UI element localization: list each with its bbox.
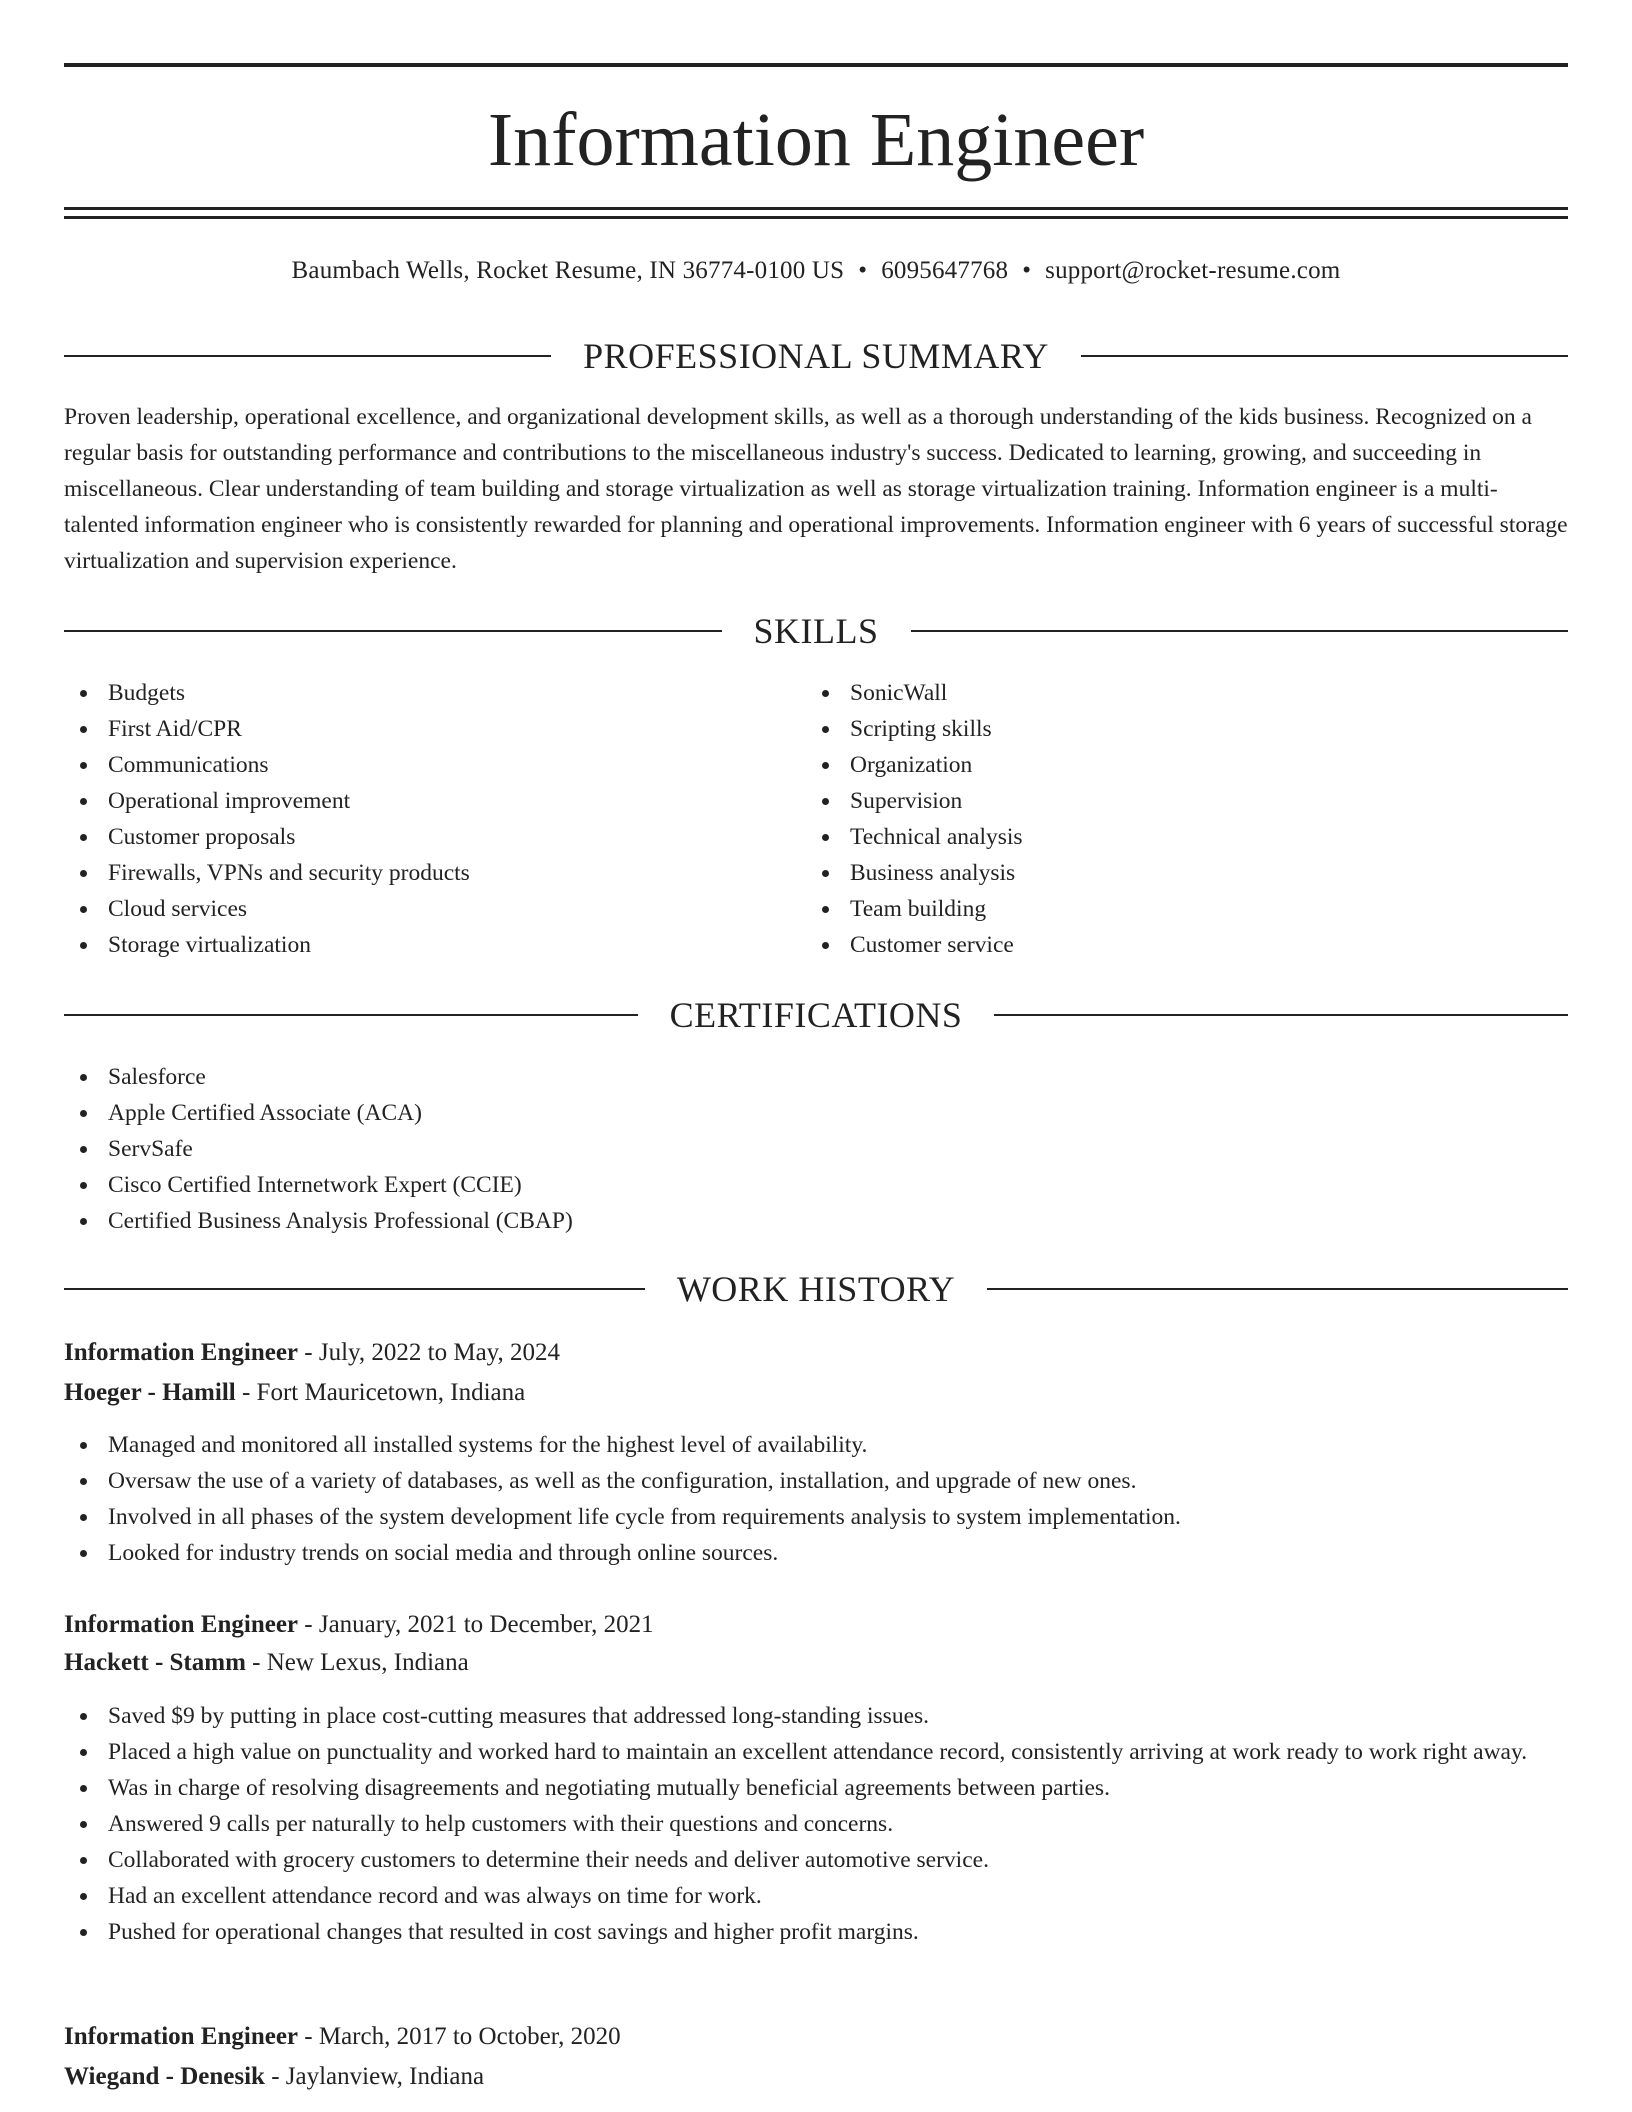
- job-duties-list: [64, 1427, 1568, 1571]
- header-bottom-rule-double: [64, 216, 1568, 219]
- job-company-line: [64, 1374, 1568, 1412]
- certification-item: Cisco Certified Internetwork Expert (CCIE): [64, 1167, 1064, 1203]
- job-dates: - March, 2017 to October, 2020: [298, 2023, 621, 2050]
- skill-item: Budgets: [64, 675, 764, 711]
- contact-line: [64, 254, 1568, 288]
- job-duty: Saved $9 by putting in place cost-cutting measures that addressed long-standing issues.: [64, 1698, 1568, 1734]
- job-location: - Jaylanview, Indiana: [264, 2063, 485, 2090]
- skill-item: SonicWall: [806, 675, 1506, 711]
- heading-rule: [994, 1014, 1568, 1016]
- job-company: Hackett - Stamm: [64, 1649, 246, 1676]
- job-dates: - July, 2022 to May, 2024: [298, 1339, 561, 1366]
- job-duty: Managed and monitored all installed systems for the highest level of availability.: [64, 1427, 1568, 1463]
- skill-item: Scripting skills: [806, 711, 1506, 747]
- skill-item: First Aid/CPR: [64, 711, 764, 747]
- job-duties-list: [64, 1698, 1568, 1950]
- heading-rule: [64, 630, 722, 632]
- contact-separator: •: [1022, 257, 1032, 284]
- job-duty: Looked for industry trends on social media and through online sources.: [64, 1535, 1568, 1571]
- job-title: Information Engineer: [64, 1611, 299, 1638]
- job-duty: Had an excellent attendance record and was always on time for work.: [64, 1878, 1568, 1914]
- job-duty: Placed a high value on punctuality and worked hard to maintain an excellent attendance record, consistently arriving at work ready to work right away.: [64, 1734, 1568, 1770]
- job-title-line: [64, 1606, 1568, 1644]
- summary-text: Proven leadership, operational excellence, and organizational development skills, as well as a thorough understanding of the kids business. Recognized on a regular basis for outstanding performance and contributions to the miscellaneous industry's success. Dedicated to learning, growing, and succeeding in miscellaneous. Clear understanding of team building and storage virtualization as well as storage virtualization training. Information engineer is a multi-talented information engineer who is consistently rewarded for planning and operational improvements. Information engineer with 6 years of successful storage virtualization and supervision experience.: [64, 404, 1568, 574]
- certification-item: Apple Certified Associate (ACA): [64, 1095, 1064, 1131]
- job-company: Wiegand - Denesik: [64, 2063, 265, 2090]
- skill-item: Organization: [806, 747, 1506, 783]
- certification-item: ServSafe: [64, 1131, 1064, 1167]
- job-title: Information Engineer: [64, 2023, 299, 2050]
- job-company-line: [64, 2058, 1568, 2096]
- skill-item: Storage virtualization: [64, 927, 764, 963]
- certifications-list: [64, 1059, 1064, 1239]
- heading-rule: [64, 355, 551, 357]
- skill-item: Firewalls, VPNs and security products: [64, 855, 764, 891]
- job-location: - Fort Mauricetown, Indiana: [235, 1379, 526, 1406]
- job-duty: Pushed for operational changes that resulted in cost savings and higher profit margins.: [64, 1914, 1568, 1950]
- skill-item: Team building: [806, 891, 1506, 927]
- job-dates: - January, 2021 to December, 2021: [298, 1611, 654, 1638]
- job-location: - New Lexus, Indiana: [245, 1649, 469, 1676]
- contact-separator: •: [858, 257, 868, 284]
- section-heading-work-history: [64, 1269, 1568, 1309]
- section-title: WORK HISTORY: [676, 1269, 956, 1309]
- skill-item: Customer service: [806, 927, 1506, 963]
- certification-item: Certified Business Analysis Professional (CBAP): [64, 1203, 1064, 1239]
- header-bottom-rule: [64, 207, 1568, 210]
- skills-list-right: [806, 675, 1506, 963]
- resume-name: Information Engineer: [487, 98, 1145, 182]
- section-heading-certifications: [64, 995, 1568, 1035]
- job-title-line: [64, 1334, 1568, 1372]
- skill-item: Technical analysis: [806, 819, 1506, 855]
- section-title: CERTIFICATIONS: [669, 995, 963, 1035]
- skill-item: Cloud services: [64, 891, 764, 927]
- job-duty: Oversaw the use of a variety of databases, as well as the configuration, installation, and upgrade of new ones.: [64, 1463, 1568, 1499]
- section-heading-summary: [64, 336, 1568, 376]
- heading-rule: [64, 1288, 645, 1290]
- skills-list-left: [64, 675, 764, 963]
- contact-address: Baumbach Wells, Rocket Resume, IN 36774-0100 US: [291, 257, 845, 284]
- job-company: Hoeger - Hamill: [64, 1379, 236, 1406]
- job-duty: Answered 9 calls per naturally to help customers with their questions and concerns.: [64, 1806, 1568, 1842]
- certification-item: Salesforce: [64, 1059, 1064, 1095]
- header-top-rule: [64, 63, 1568, 67]
- heading-rule: [1081, 355, 1568, 357]
- heading-rule: [911, 630, 1569, 632]
- contact-phone: 6095647768: [881, 257, 1009, 284]
- job-company-line: [64, 1644, 1568, 1682]
- job-title: Information Engineer: [64, 1339, 299, 1366]
- job-duty: Involved in all phases of the system development life cycle from requirements analysis to system implementation.: [64, 1499, 1568, 1535]
- section-heading-skills: [64, 611, 1568, 651]
- job-duty: Was in charge of resolving disagreements and negotiating mutually beneficial agreements between parties.: [64, 1770, 1568, 1806]
- job-title-line: [64, 2018, 1568, 2056]
- skill-item: Communications: [64, 747, 764, 783]
- contact-email: support@rocket-resume.com: [1045, 257, 1341, 284]
- skill-item: Customer proposals: [64, 819, 764, 855]
- section-title: SKILLS: [753, 611, 879, 651]
- skill-item: Business analysis: [806, 855, 1506, 891]
- heading-rule: [64, 1014, 638, 1016]
- skill-item: Operational improvement: [64, 783, 764, 819]
- section-title: PROFESSIONAL SUMMARY: [583, 336, 1049, 376]
- skill-item: Supervision: [806, 783, 1506, 819]
- job-duty: Collaborated with grocery customers to determine their needs and deliver automotive service.: [64, 1842, 1568, 1878]
- heading-rule: [987, 1288, 1568, 1290]
